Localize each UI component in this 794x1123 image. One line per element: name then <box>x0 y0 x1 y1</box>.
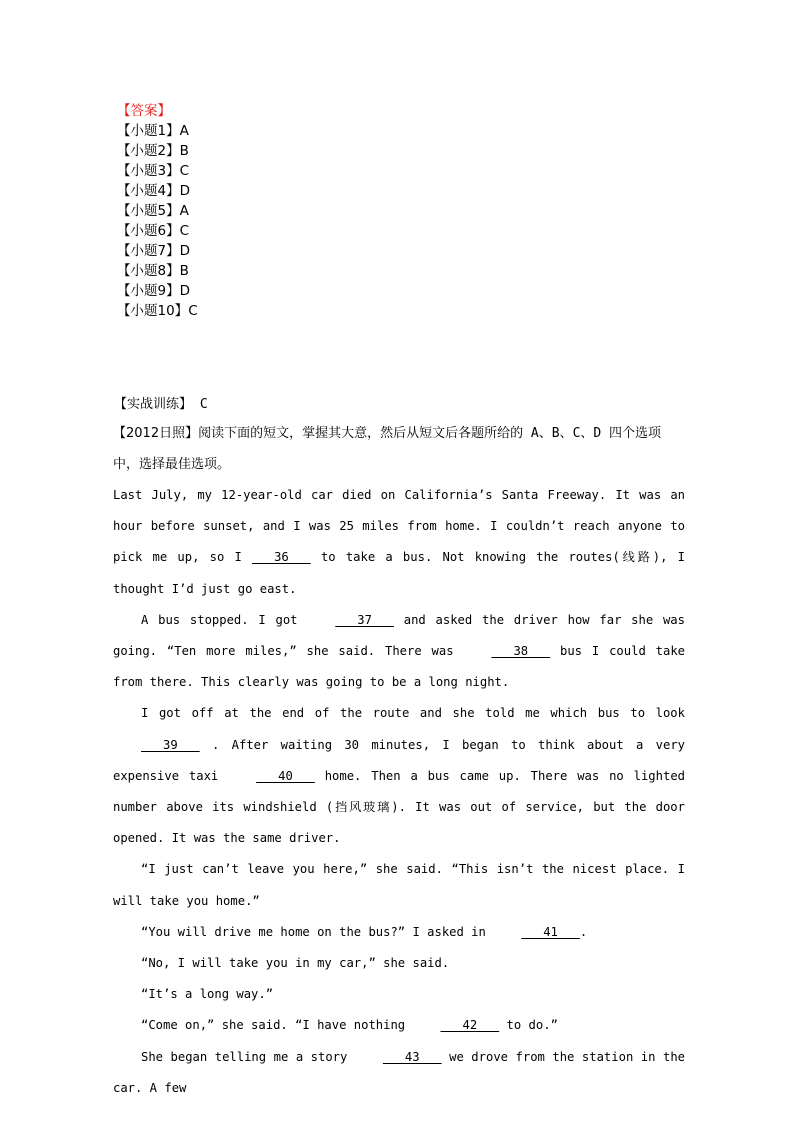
answer-value: A <box>179 203 189 219</box>
answer-item <box>117 301 198 321</box>
paragraph-8 <box>113 1010 685 1041</box>
blank-39: 39 <box>141 737 200 752</box>
answer-label: 【小题10】 <box>117 303 189 319</box>
answer-value: D <box>179 243 190 259</box>
passage-text: A bus stopped. I got <box>141 612 308 627</box>
paragraph-5 <box>113 917 685 948</box>
paragraph-3 <box>113 698 685 854</box>
blank-43: 43 <box>382 1049 442 1064</box>
answer-item <box>117 261 198 281</box>
passage-text: to do.” <box>499 1018 558 1033</box>
answer-label: 【小题7】 <box>117 243 180 259</box>
passage-text: bus I could take from there. This clearly was going to be a long night. <box>113 644 685 690</box>
source-tag: 【2012日照】 <box>113 426 199 441</box>
section-instruction <box>113 418 685 480</box>
answer-heading: 【答案】 <box>117 103 171 119</box>
reading-section <box>113 392 685 1104</box>
answer-item <box>117 241 198 261</box>
answer-value: C <box>179 223 190 239</box>
passage-text: . After waiting 30 minutes, I began to think about a very expensive taxi <box>113 737 685 783</box>
blank-36: 36 <box>252 550 311 565</box>
answer-label: 【小题6】 <box>117 223 180 239</box>
answer-key <box>117 101 198 321</box>
answer-label: 【小题8】 <box>117 263 180 279</box>
answer-label: 【小题9】 <box>117 283 180 299</box>
answer-value: C <box>179 163 190 179</box>
answer-label: 【小题5】 <box>117 203 180 219</box>
blank-37: 37 <box>335 612 394 627</box>
passage-text: home. Then a bus came up. There was no lighted number above its windshield (挡风玻璃). It was out of service, but the door opened. It was the same driver. <box>113 768 685 846</box>
answer-list <box>117 121 198 321</box>
blank-38: 38 <box>491 644 551 659</box>
passage-text: we drove from the station in the car. A few <box>113 1049 686 1095</box>
passage-text: to take a bus. Not knowing the routes(线路), I thought I’d just go east. <box>113 550 685 596</box>
paragraph-7: “It’s a long way.” <box>141 987 274 1002</box>
passage-text: . <box>579 924 588 939</box>
blank-42: 42 <box>440 1018 500 1033</box>
passage-text: “Come on,” she said. “I have nothing <box>141 1018 413 1033</box>
blank-40: 40 <box>256 768 315 783</box>
passage-text: She began telling me a story <box>141 1049 355 1064</box>
section-title: 【实战训练】 C <box>114 397 208 412</box>
answer-label: 【小题3】 <box>117 163 180 179</box>
answer-label: 【小题4】 <box>117 183 180 199</box>
passage-text: I got off at the end of the route and she told me which bus to look <box>141 706 685 721</box>
answer-item <box>117 281 198 301</box>
passage-text: “You will drive me home on the bus?” I asked in <box>141 924 494 939</box>
answer-item <box>117 201 198 221</box>
answer-value: D <box>179 283 190 299</box>
paragraph-1 <box>113 480 685 605</box>
answer-value: A <box>179 123 189 139</box>
paragraph-2 <box>113 605 685 699</box>
answer-item <box>117 161 198 181</box>
instruction-text: 阅读下面的短文，掌握其大意，然后从短文后各题所给的 A、B、C、D 四个选项中，选择最佳选项。 <box>113 426 662 472</box>
answer-item <box>117 141 198 161</box>
paragraph-6: “No, I will take you in my car,” she said. <box>141 956 450 971</box>
answer-value: B <box>179 143 189 159</box>
answer-value: D <box>179 183 190 199</box>
answer-value: B <box>179 263 189 279</box>
paragraph-9 <box>113 1042 685 1104</box>
answer-label: 【小题2】 <box>117 143 180 159</box>
answer-item <box>117 181 198 201</box>
passage-text: and asked the driver how far she was going. “Ten more miles,” she said. There was <box>113 612 685 659</box>
answer-item <box>117 221 198 241</box>
blank-41: 41 <box>521 924 580 939</box>
answer-label: 【小题1】 <box>117 123 180 139</box>
paragraph-4: “I just can’t leave you here,” she said. “This isn’t the nicest place. I will take you home.” <box>113 862 685 908</box>
answer-item <box>117 121 198 141</box>
passage-text: Last July, my 12-year-old car died on California’s Santa Freeway. It was an hour before sunset, and I was 25 miles from home. I couldn’t reach anyone to pick me up, so I <box>113 488 685 565</box>
answer-value: C <box>188 303 198 319</box>
